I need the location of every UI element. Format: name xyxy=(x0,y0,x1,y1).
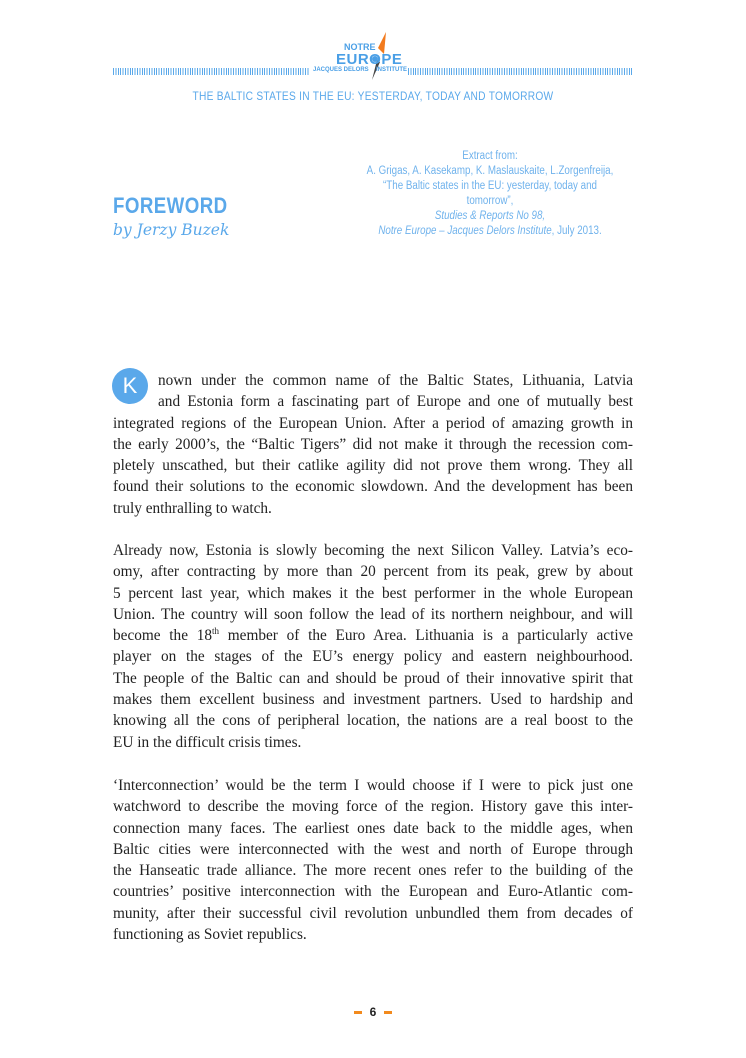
text-line: the early 2000’s, the “Baltic Tigers” did not make it through the recession com- xyxy=(113,435,633,453)
text-line: The people of the Baltic can and should be proud of their innovative spirit that xyxy=(113,669,633,687)
text-line: player on the stages of the EU’s energy policy and eastern neighbourhood. xyxy=(113,648,633,666)
page-number: 6 xyxy=(369,1005,377,1019)
text-line: the Hanseatic trade alliance. The more recent ones refer to the building of the xyxy=(113,862,633,880)
logo-jacques-delors: JACQUES DELORS xyxy=(313,67,369,73)
page-title: FOREWORD xyxy=(113,193,228,218)
text-line: ‘Interconnection’ would be the term I would choose if I were to pick just one xyxy=(113,777,633,794)
running-title: THE BALTIC STATES IN THE EU: YESTERDAY, TODAY AND TOMORROW xyxy=(192,89,554,103)
text-line: countries’ positive interconnection with the European and Euro-Atlantic com- xyxy=(113,883,633,901)
author-byline: by Jerzy Buzek xyxy=(113,221,230,239)
text-line: knowing all the cons of peripheral location, the nations are a real boost to the xyxy=(113,712,633,730)
right-arrow-icon xyxy=(384,1011,392,1014)
paragraph-3 xyxy=(113,775,633,945)
header-rule-right xyxy=(408,68,633,75)
ordinal-suffix: th xyxy=(212,626,220,637)
text-line: watchword to describe the moving force of the region. History gave this inter- xyxy=(113,798,633,816)
paragraph-1 xyxy=(113,370,633,519)
logo-institute: INSTITUTE xyxy=(376,67,407,73)
text-line: Union. The country will soon follow the lead of its northern neighbour, and will xyxy=(113,605,633,623)
extract-work: “The Baltic states in the EU: yesterday, today and tomorrow”, xyxy=(383,180,597,207)
text-line: truly enthralling to watch. xyxy=(113,499,272,517)
text-line: integrated regions of the European Union. After a period of amazing growth in xyxy=(113,414,633,432)
text-line: makes them excellent business and investment partners. Used to hardship and xyxy=(113,691,633,709)
text-line: Already now, Estonia is slowly becoming the next Silicon Valley. Latvia’s eco- xyxy=(113,542,633,559)
text-line: munity, after their successful civil revolution unbundled them from decades of xyxy=(113,904,633,922)
text-line xyxy=(113,625,633,646)
extract-authors: A. Grigas, A. Kasekamp, K. Maslauskaite, L.Zorgenfreija, xyxy=(366,165,614,177)
extract-citation xyxy=(363,149,618,239)
text-segment: become the 18 xyxy=(113,627,213,645)
extract-label: Extract from: xyxy=(462,150,518,162)
text-line: connection many faces. The earliest ones date back to the middle ages, when xyxy=(113,819,633,837)
text-line: omy, after contracting by more than 20 percent from its peak, grew by about xyxy=(113,563,633,581)
extract-date: , July 2013. xyxy=(551,225,602,237)
left-arrow-icon xyxy=(354,1011,362,1014)
text-line: pletely unscathed, but their catlike agility did not prove them wrong. They all xyxy=(113,457,633,475)
text-line: and Estonia form a fascinating part of Europe and one of mutually best xyxy=(158,393,633,411)
notre-europe-logo xyxy=(330,30,420,82)
text-line: functioning as Soviet republics. xyxy=(113,926,307,944)
header-rule-left xyxy=(113,68,309,75)
drop-cap: K xyxy=(112,368,148,404)
text-line: 5 percent last year, which makes it the best performer in the whole European xyxy=(113,584,633,602)
text-line: EU in the difficult crisis times. xyxy=(113,733,302,751)
logo-notre: NOTRE xyxy=(344,42,376,52)
text-line: Baltic cities were interconnected with the west and north of Europe through xyxy=(113,840,633,858)
logo-europe: EUROPE xyxy=(336,51,403,68)
text-line: nown under the common name of the Baltic States, Lithuania, Latvia xyxy=(158,372,633,389)
text-segment: member of the Euro Area. Lithuania is a particularly active xyxy=(219,627,634,645)
extract-publisher: Notre Europe – Jacques Delors Institute xyxy=(378,225,552,237)
page-footer xyxy=(0,1005,746,1019)
extract-series: Studies & Reports No 98, xyxy=(434,210,546,222)
paragraph-2 xyxy=(113,540,633,753)
text-line: found their solutions to the economic slowdown. And the development has been xyxy=(113,478,633,496)
